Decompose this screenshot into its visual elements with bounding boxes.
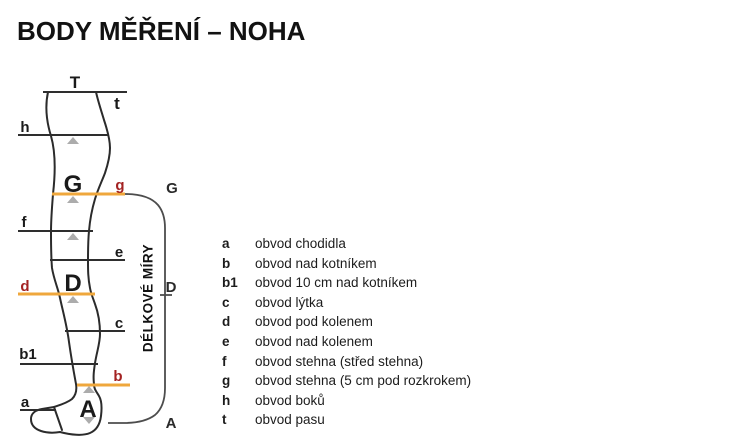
page-title: BODY MĚŘENÍ – NOHA xyxy=(17,16,306,46)
mark-label-d: d xyxy=(20,278,30,295)
mark-label-f: f xyxy=(21,214,27,231)
legend-text: obvod pod kolenem xyxy=(255,314,373,330)
marker-triangle-b xyxy=(83,386,95,393)
legend-text: obvod chodidla xyxy=(255,236,346,251)
legend-item-b xyxy=(222,254,532,274)
mark-label-T: T xyxy=(69,73,81,92)
bracket-label-A: A xyxy=(165,415,177,432)
mark-label-a: a xyxy=(20,394,30,411)
legend-key: b xyxy=(222,255,231,271)
legend-item-e xyxy=(222,332,532,352)
legend-item-g xyxy=(222,371,532,391)
mark-label-A: A xyxy=(79,396,97,423)
legend-text: obvod boků xyxy=(255,392,325,408)
legend-item-b1 xyxy=(222,273,532,293)
length-axis-label: DÉLKOVÉ MÍRY xyxy=(140,243,156,353)
legend-text: obvod pasu xyxy=(255,412,325,428)
legend-item-a xyxy=(222,234,532,254)
bracket-label-G: G xyxy=(166,180,178,197)
marker-triangle-f xyxy=(67,233,79,240)
mark-label-G: G xyxy=(63,171,83,198)
legend-key: h xyxy=(222,392,231,408)
mark-label-D: D xyxy=(64,270,82,297)
legend-item-f xyxy=(222,352,532,372)
legend-item-h xyxy=(222,391,532,411)
legend-text: obvod 10 cm nad kotníkem xyxy=(255,275,418,291)
marker-triangle-h xyxy=(67,137,79,144)
legend-text: obvod lýtka xyxy=(255,294,324,310)
bracket-label-D: D xyxy=(165,279,177,296)
mark-label-c: c xyxy=(114,315,124,332)
mark-label-b1: b1 xyxy=(19,346,37,363)
measurement-legend xyxy=(222,234,532,430)
legend-key: g xyxy=(222,373,231,389)
legend-text: obvod nad kolenem xyxy=(255,333,373,349)
legend-key: a xyxy=(222,236,230,251)
mark-label-b: b xyxy=(113,368,123,385)
legend-key: b1 xyxy=(222,275,238,291)
legend-key: e xyxy=(222,333,230,349)
mark-label-h: h xyxy=(20,119,30,136)
legend-key: c xyxy=(222,294,230,310)
length-bracket xyxy=(108,194,165,423)
legend-text: obvod stehna (5 cm pod rozkrokem) xyxy=(255,373,472,389)
legend-text: obvod stehna (střed stehna) xyxy=(255,353,424,369)
leg-measurement-diagram xyxy=(0,0,210,441)
legend-item-c xyxy=(222,293,532,313)
legend-key: d xyxy=(222,314,231,330)
mark-label-t: t xyxy=(114,94,120,113)
legend-key: t xyxy=(222,412,227,428)
legend-item-t xyxy=(222,410,532,430)
marker-triangle-d xyxy=(67,296,79,303)
legend-item-d xyxy=(222,312,532,332)
mark-label-e: e xyxy=(114,244,124,261)
legend-text: obvod nad kotníkem xyxy=(255,255,377,271)
mark-label-g: g xyxy=(115,177,125,194)
legend-key: f xyxy=(222,353,227,369)
